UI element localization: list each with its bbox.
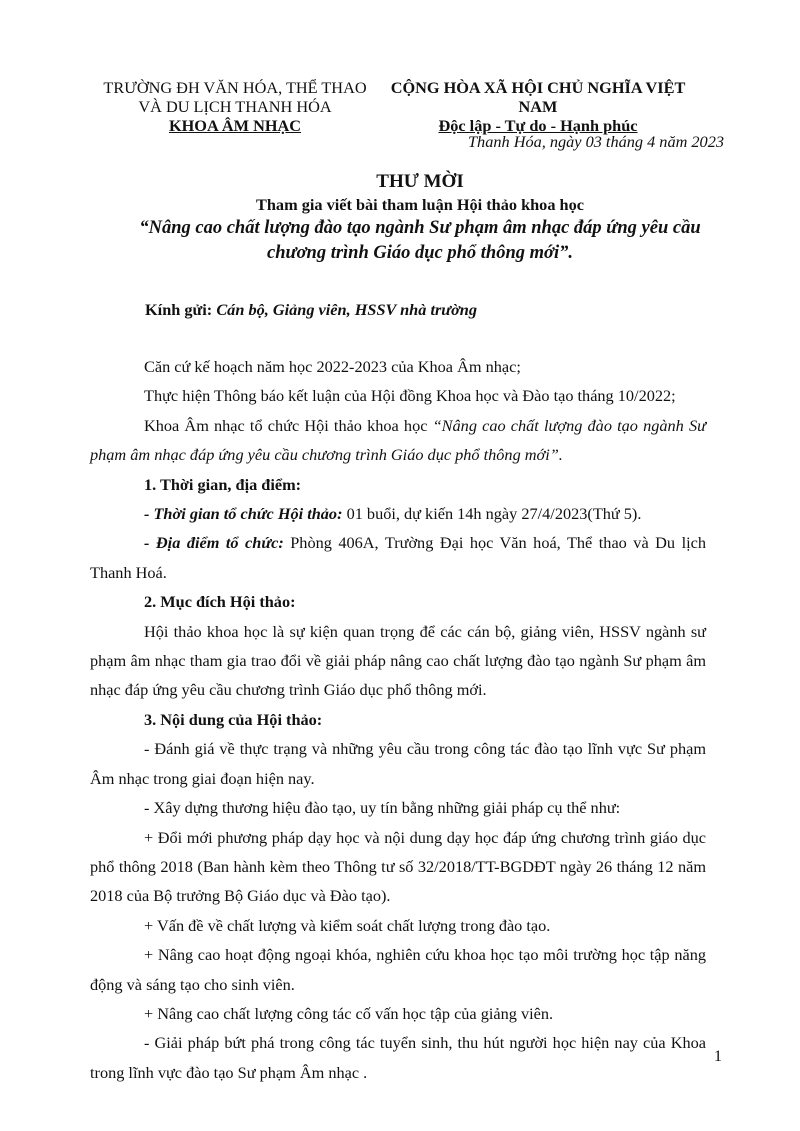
page-number: 1 (713, 1046, 722, 1065)
section-2-body: Hội thảo khoa học là sự kiện quan trọng để các cán bộ, giảng viên, HSSV ngành sư phạm âm nhạc tham gia trao đổi về giải pháp nâng cao chất lượng đào tạo ngành Sư phạm âm nhạc đáp ứng yêu cầu chương trình Giáo dục phổ thông mới. (90, 621, 706, 700)
paragraph-basis: Căn cứ kế hoạch năm học 2022-2023 của Khoa Âm nhạc; (144, 357, 521, 376)
title-block (80, 170, 760, 266)
section-3-heading: 3. Nội dung của Hội thảo: (144, 709, 323, 729)
section-2-heading: 2. Mục đích Hội thảo: (144, 592, 296, 612)
header-left (100, 78, 370, 135)
place-value: Phòng 406A, Trường Đại học Văn hoá, Thể thao và Du lịch Thanh Hoá. (90, 533, 706, 582)
header-right (388, 78, 688, 135)
announcement-prefix: Khoa Âm nhạc tổ chức Hội thảo khoa học (144, 415, 428, 435)
section-3-item: + Vấn đề về chất lượng và kiểm soát chất lượng trong đào tạo. (144, 915, 551, 935)
section-3-item: - Xây dựng thương hiệu đào tạo, uy tín bằng những giải pháp cụ thể như: (144, 798, 621, 818)
document-subtitle: Tham gia viết bài tham luận Hội thảo khoa học (256, 195, 584, 214)
place-label: - Địa điểm tổ chức: (144, 533, 284, 553)
national-title: CỘNG HÒA XÃ HỘI CHỦ NGHĨA VIỆT NAM (390, 78, 686, 116)
section-3-item: + Nâng cao chất lượng công tác cố vấn học tập của giảng viên. (144, 1003, 554, 1023)
faculty-name: KHOA ÂM NHẠC (168, 116, 302, 135)
paragraph-announcement (90, 411, 706, 470)
school-name-line2: VÀ DU LỊCH THANH HÓA (138, 97, 332, 116)
section-3-item: + Đổi mới phương pháp dạy học và nội dung dạy học đáp ứng chương trình giáo dục phổ thông 2018 (Ban hành kèm theo Thông tư số 32/2018/TT-BGDĐT ngày 26 tháng 12 năm 2018 của Bộ trưởng Bộ Giáo dục và Đào tạo). (90, 827, 706, 906)
theme-line-1: “Nâng cao chất lượng đào tạo ngành Sư phạm âm nhạc đáp ứng yêu cầu (139, 218, 701, 238)
salutation-recipients: Cán bộ, Giảng viên, HSSV nhà trường (216, 300, 477, 319)
time-value: 01 buổi, dự kiến 14h ngày 27/4/2023(Thứ 5). (346, 504, 642, 524)
document-title: THƯ MỜI (376, 171, 464, 192)
letter-body (90, 352, 706, 1087)
school-name-line1: TRƯỜNG ĐH VĂN HÓA, THỂ THAO (103, 78, 367, 97)
section-3-item: - Giải pháp bứt phá trong công tác tuyển sinh, thu hút người học hiện nay của Khoa trong lĩnh vực đào tạo Sư phạm Âm nhạc . (90, 1033, 706, 1082)
section-3-item: + Nâng cao hoạt động ngoại khóa, nghiên cứu khoa học tạo môi trường học tập năng động và sáng tạo cho sinh viên. (90, 945, 706, 994)
announcement-theme: “Nâng cao chất lượng đào tạo ngành Sư phạm âm nhạc đáp ứng yêu cầu chương trình Giáo dục phổ thông mới”. (90, 415, 706, 465)
time-label: - Thời gian tổ chức Hội thảo: (144, 504, 343, 524)
section-3-item: - Đánh giá về thực trạng và những yêu cầu trong công tác đào tạo lĩnh vực Sư phạm Âm nhạc trong giai đoạn hiện nay. (90, 739, 706, 788)
theme-line-2: chương trình Giáo dục phổ thông mới”. (267, 243, 573, 263)
paragraph-implementation: Thực hiện Thông báo kết luận của Hội đồng Khoa học và Đào tạo tháng 10/2022; (144, 386, 676, 406)
document-date: Thanh Hóa, ngày 03 tháng 4 năm 2023 (468, 132, 724, 151)
salutation-label: Kính gửi: (145, 300, 213, 319)
national-motto: Độc lập - Tự do - Hạnh phúc (438, 116, 638, 135)
section-1-time (90, 499, 706, 528)
section-1-heading: 1. Thời gian, địa điểm: (144, 474, 302, 494)
section-1-place (90, 528, 706, 587)
salutation (145, 300, 477, 320)
